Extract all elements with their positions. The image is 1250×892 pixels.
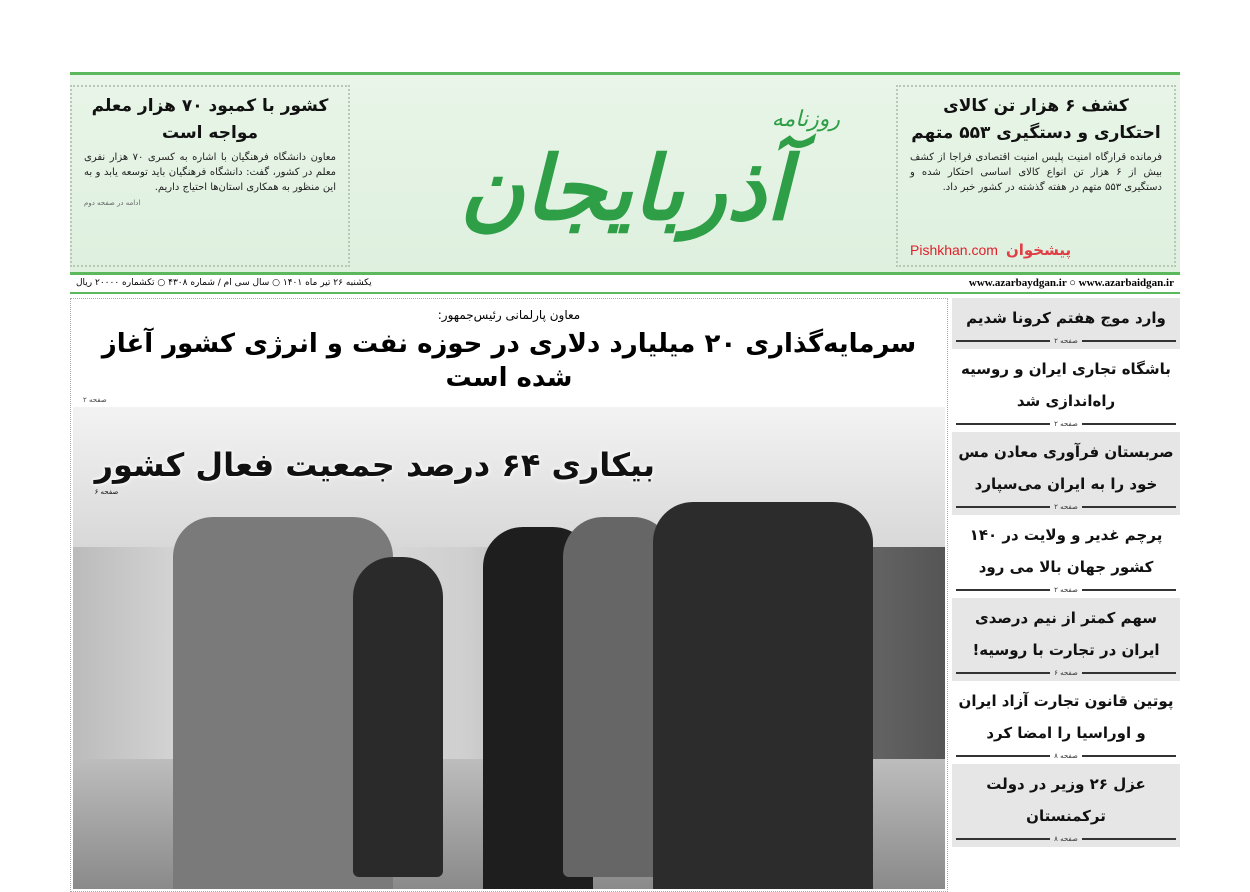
photo-caption [95,443,655,497]
sidebar-title: سهم کمتر از نیم درصدی ایران در تجارت با روسیه! [972,609,1160,659]
page-ref: صفحه ۲ [956,417,1176,432]
sidebar-news [952,298,1180,892]
sidebar-title: وارد موج هفتم کرونا شدیم [966,309,1166,327]
teaser-body: فرمانده قرارگاه امنیت پلیس امنیت اقتصادی فراجا از کشف بیش از ۶ هزار تن انواع کالای اساسی احتکار شده و دستگیری ۵۵۳ متهم در هفته گذشته در کشور خبر داد. [910,152,1163,193]
sidebar-item[interactable] [952,515,1180,598]
masthead [70,72,1180,272]
lead-kicker: معاون پارلمانی رئیس‌جمهور: [437,308,581,322]
sidebar-item[interactable] [952,764,1180,847]
lead-headline: سرمایه‌گذاری ۲۰ میلیارد دلاری در حوزه نفت و انرژی کشور آغاز شده است [101,329,917,393]
teaser-body: معاون دانشگاه فرهنگیان با اشاره به کسری ۷۰ هزار نفری معلم در کشور، گفت: دانشگاه فرهنگیان باید توسعه یابد و به این منظور به همکاری استان‌ها احتیاج داریم. [84,152,336,193]
divider [70,292,1180,294]
sidebar-item[interactable] [952,681,1180,764]
sidebar-title: صربستان فرآوری معادن مس خود را به ایران می‌سپارد [958,443,1174,493]
teaser-title: کشف ۶ هزار تن کالای احتکاری و دستگیری ۵۵۳ متهم [911,96,1161,143]
logo-sub: روزنامه [771,107,840,132]
dateline-bar [70,275,1180,291]
issue-info: یکشنبه ۲۶ تیر ماه ۱۴۰۱ ○ سال سی ام / شماره ۴۳۰۸ ○ تکشماره ۲۰۰۰۰ ریال [76,278,372,288]
sidebar-item[interactable] [952,298,1180,349]
left-teaser-box[interactable] [70,85,350,267]
newspaper-logo [410,77,840,273]
lead-story[interactable] [70,298,948,892]
websites[interactable]: www.azarbaydgan.ir ○ www.azarbaidgan.ir [968,277,1174,289]
logo-name: آذربایجان [459,136,791,240]
teaser-title: کشور با کمبود ۷۰ هزار معلم مواجه است [91,96,329,143]
photo-figure-woman [653,502,873,889]
page-ref: صفحه ۸ [956,749,1176,764]
sidebar-title: پرچم غدیر و ولایت در ۱۴۰ کشور جهان بالا می رود [969,526,1163,576]
photo-headline: بیکاری ۶۴ درصد جمعیت فعال کشور [94,446,655,484]
sidebar-title: باشگاه تجاری ایران و روسیه راه‌اندازی شد [961,360,1171,410]
page-ref: صفحه ۶ [94,488,119,496]
pishkhan-watermark [910,241,1162,259]
page-ref: صفحه ۲ [956,500,1176,515]
lead-photo[interactable] [73,407,945,889]
page-ref: صفحه ۲ [956,334,1176,349]
photo-figure [353,557,443,877]
newspaper-front-page [70,72,1180,892]
page-ref: صفحه ۲ [956,583,1176,598]
sidebar-item[interactable] [952,432,1180,515]
watermark-fa: پیشخوان [1005,241,1072,259]
page-ref: صفحه ۸ [956,832,1176,847]
sidebar-item[interactable] [952,598,1180,681]
sidebar-title: پوتین قانون تجارت آزاد ایران و اوراسیا را امضا کرد [958,692,1174,742]
page-ref: صفحه ۲ [83,396,107,404]
sidebar-title: عزل ۲۶ وزیر در دولت ترکمنستان [986,775,1146,825]
right-teaser-box[interactable] [896,85,1176,267]
sidebar-item[interactable] [952,349,1180,432]
page-ref: صفحه ۶ [956,666,1176,681]
continued-note: ادامه در صفحه دوم [84,199,141,207]
watermark-en: Pishkhan.com [910,242,998,258]
